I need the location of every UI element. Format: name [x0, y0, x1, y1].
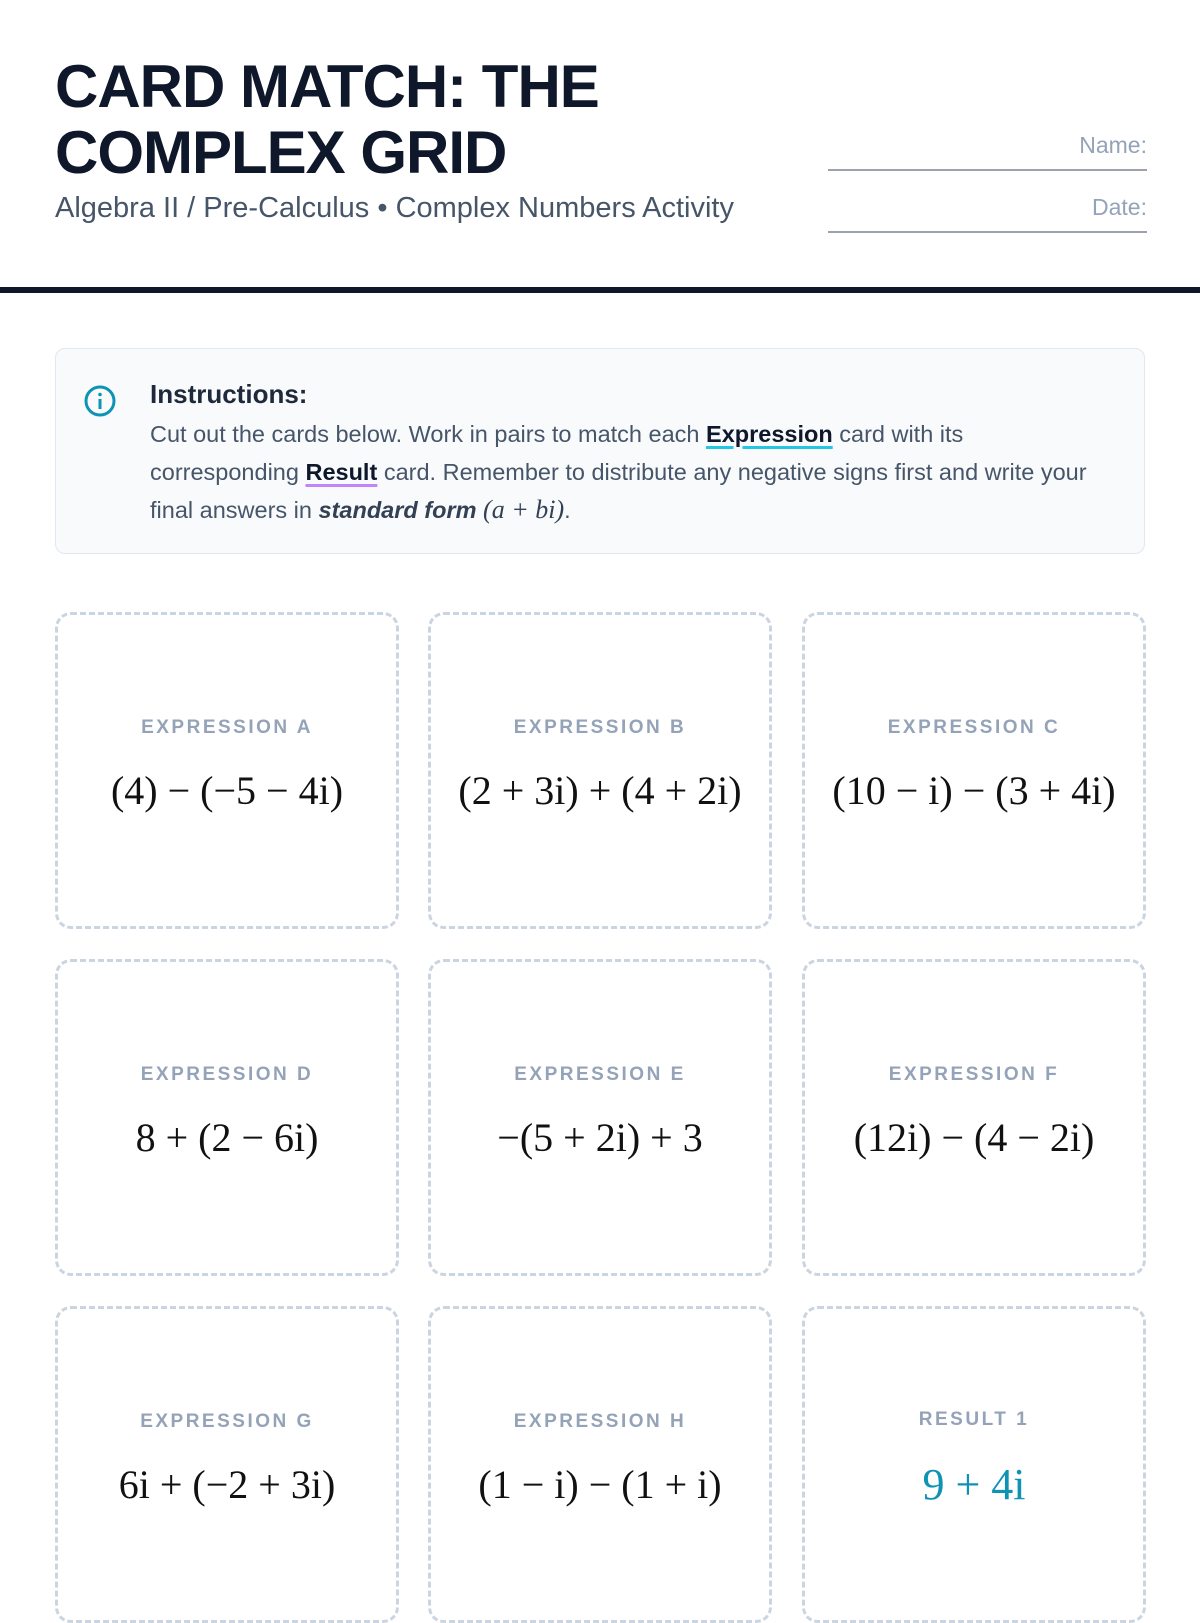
instr-text: . [564, 497, 571, 523]
card-label: EXPRESSION E [514, 1064, 686, 1085]
instr-text: card with its corresponding [150, 421, 964, 485]
keyword-result: Result [305, 459, 378, 485]
instr-text: card. Remember to distribute any negative signs first and write your final answers in [150, 459, 1087, 523]
card-label: EXPRESSION B [513, 717, 687, 738]
card-expression-f[interactable] [802, 959, 1146, 1276]
card-expression: (12i) − (4 − 2i) [853, 1115, 1095, 1160]
card-result-1[interactable] [802, 1306, 1146, 1623]
title-line-2: COMPLEX GRID [55, 119, 507, 186]
instructions-heading: Instructions: [150, 379, 308, 409]
card-expression: (4) − (−5 − 4i) [110, 768, 344, 813]
subtitle: Algebra II / Pre-Calculus • Complex Numbers Activity [55, 192, 734, 224]
card-label: EXPRESSION D [140, 1064, 314, 1085]
standard-form: standard form [318, 497, 477, 523]
info-icon [84, 385, 116, 417]
card-label: EXPRESSION A [141, 717, 313, 738]
header-divider [0, 287, 1200, 293]
card-expression: (2 + 3i) + (4 + 2i) [458, 768, 742, 813]
name-label: Name: [1079, 132, 1147, 158]
page-title [55, 54, 599, 186]
card-expression-b[interactable] [428, 612, 772, 929]
card-expression-d[interactable] [55, 959, 399, 1276]
card-expression-e[interactable] [428, 959, 772, 1276]
card-label: EXPRESSION G [140, 1411, 314, 1432]
instructions-box [55, 348, 1145, 554]
title-line-1: CARD MATCH: THE [55, 53, 599, 120]
card-result-value: 9 + 4i [922, 1460, 1026, 1509]
card-expression: (10 − i) − (3 + 4i) [832, 768, 1116, 813]
card-expression-c[interactable] [802, 612, 1146, 929]
card-expression-a[interactable] [55, 612, 399, 929]
card-label: EXPRESSION F [888, 1064, 1060, 1085]
instructions-text [150, 415, 1110, 529]
card-expression: 8 + (2 − 6i) [135, 1115, 319, 1160]
date-label: Date: [1092, 194, 1147, 220]
instr-text: Cut out the cards below. Work in pairs to match each [150, 421, 707, 447]
card-expression: −(5 + 2i) + 3 [497, 1115, 703, 1160]
card-label: EXPRESSION C [887, 717, 1061, 738]
standard-form-math: (a + bi) [483, 495, 565, 524]
card-expression-h[interactable] [428, 1306, 772, 1623]
card-label: EXPRESSION H [513, 1411, 687, 1432]
card-label: RESULT 1 [918, 1409, 1030, 1430]
card-expression: (1 − i) − (1 + i) [478, 1462, 722, 1507]
card-expression: 6i + (−2 + 3i) [118, 1462, 336, 1507]
date-field[interactable] [828, 194, 1147, 233]
keyword-expression: Expression [706, 421, 833, 447]
name-field[interactable] [828, 132, 1147, 171]
card-expression-g[interactable] [55, 1306, 399, 1623]
